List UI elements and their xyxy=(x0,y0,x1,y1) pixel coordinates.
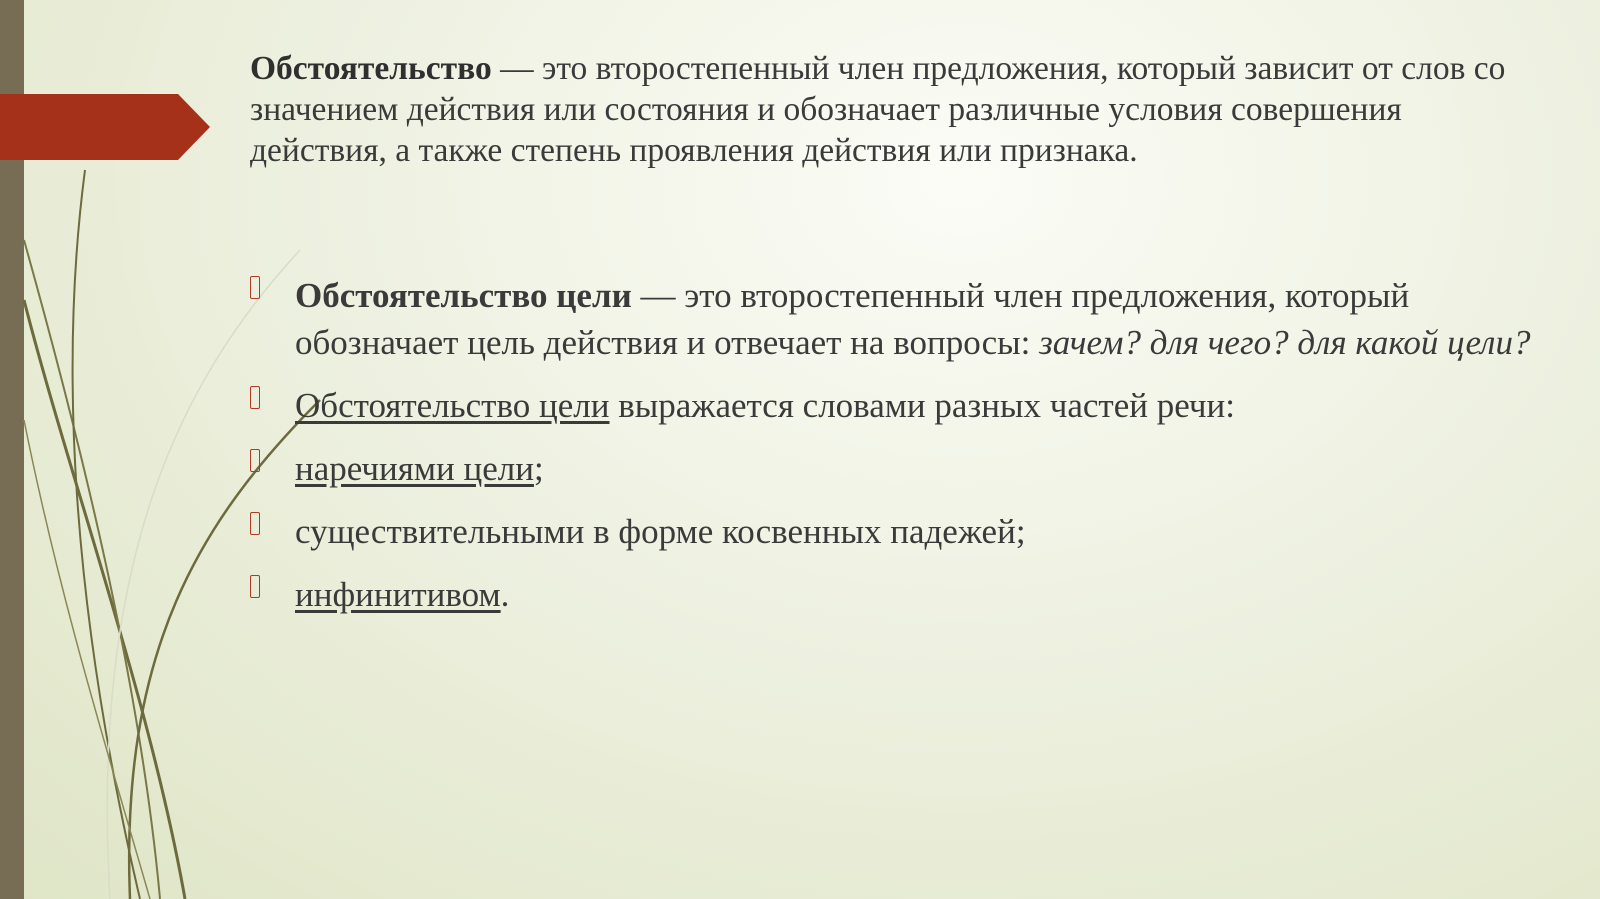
list-item xyxy=(250,571,1550,618)
intro-term: Обстоятельство xyxy=(250,50,492,87)
bullet-marker-icon xyxy=(250,512,260,535)
list-item xyxy=(250,272,1550,366)
bullet-marker-icon xyxy=(250,276,260,299)
bullet-text: . xyxy=(500,575,510,614)
list-item xyxy=(250,508,1550,555)
bullet-underlined: Обстоятельство цели xyxy=(295,386,610,425)
intro-definition: — это второстепенный член предложения, который зависит от слов со значением действия или состояния и обозначает различные условия совершения действия, а также степень проявления действия или признака. xyxy=(250,50,1506,169)
bullet-text: существительными в форме косвенных падежей; xyxy=(295,512,1026,551)
list-item xyxy=(250,445,1550,492)
list-item xyxy=(250,382,1550,429)
bullet-underlined: инфинитивом xyxy=(295,575,501,614)
bullet-marker-icon xyxy=(250,449,260,472)
bullet-underlined: наречиями цели xyxy=(295,449,534,488)
bullet-text: ; xyxy=(533,449,544,488)
bullet-marker-icon xyxy=(250,575,260,598)
red-arrow-banner xyxy=(0,94,210,160)
bullet-term: Обстоятельство цели xyxy=(295,276,632,315)
bullet-list xyxy=(250,272,1550,634)
bullet-marker-icon xyxy=(250,386,260,409)
bullet-text: — это второстепенный член предложения, который обозначает цель действия и отвечает на вопросы: xyxy=(295,276,1410,362)
bullet-questions: зачем? для чего? для какой цели? xyxy=(1039,323,1531,362)
intro-paragraph xyxy=(250,48,1540,171)
bullet-text: выражается словами разных частей речи: xyxy=(609,386,1235,425)
